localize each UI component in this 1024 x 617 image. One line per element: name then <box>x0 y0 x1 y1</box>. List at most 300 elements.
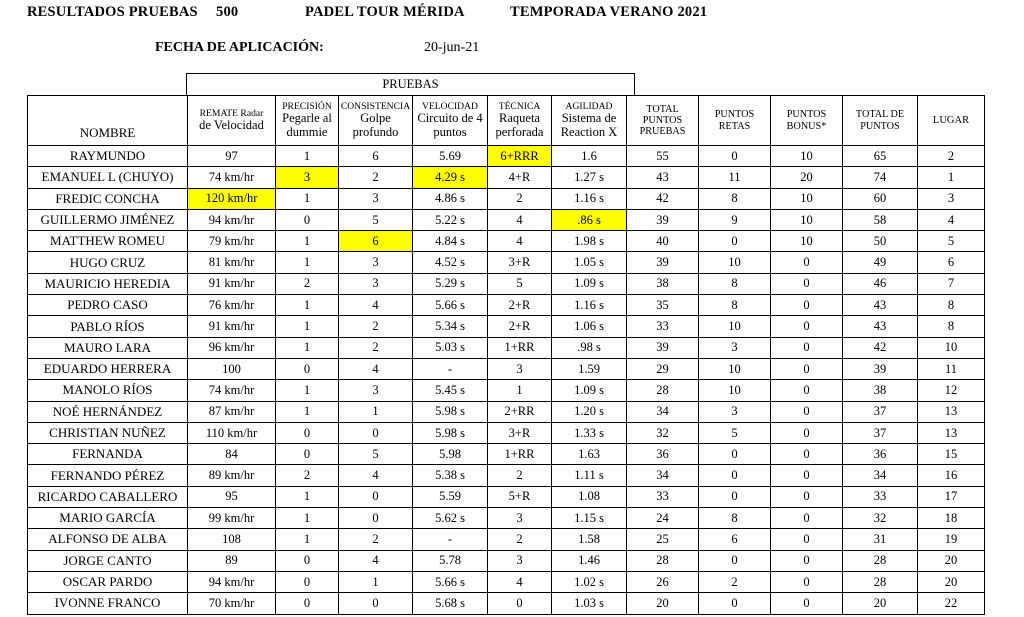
table-cell: 3 <box>918 188 985 209</box>
table-row <box>28 167 985 188</box>
table-cell: 3 <box>339 273 413 294</box>
table-cell: 3 <box>276 167 339 188</box>
col-header-puntos-bonus <box>771 96 843 146</box>
table-cell: 3 <box>488 550 552 571</box>
table-cell: 5.29 s <box>413 273 488 294</box>
table-cell: 4 <box>488 571 552 592</box>
player-name-cell: MARIO GARCÍA <box>28 508 188 529</box>
table-cell: 4 <box>918 209 985 230</box>
table-cell: 0 <box>771 593 843 614</box>
table-cell: 1.27 s <box>552 167 627 188</box>
table-cell: 2+R <box>488 316 552 337</box>
table-cell: 108 <box>188 529 276 550</box>
table-cell: 0 <box>276 209 339 230</box>
table-cell: 0 <box>276 571 339 592</box>
col-header-lugar <box>918 96 985 146</box>
table-cell: 1 <box>276 380 339 401</box>
table-cell: 0 <box>339 508 413 529</box>
table-row <box>28 146 985 167</box>
table-cell: 1.63 <box>552 444 627 465</box>
table-cell: 2 <box>699 571 771 592</box>
table-cell: 1.08 <box>552 486 627 507</box>
table-cell: 0 <box>771 401 843 422</box>
table-cell: 28 <box>843 571 918 592</box>
table-cell: 5 <box>339 209 413 230</box>
table-cell: 1.46 <box>552 550 627 571</box>
table-cell: 0 <box>699 486 771 507</box>
player-name-cell: MATTHEW ROMEU <box>28 231 188 252</box>
table-cell: 84 <box>188 444 276 465</box>
col-header-lugar-label: LUGAR <box>932 114 970 126</box>
table-cell: 12 <box>918 380 985 401</box>
player-name-cell: OSCAR PARDO <box>28 571 188 592</box>
table-row <box>28 401 985 422</box>
table-cell: 0 <box>276 444 339 465</box>
table-cell: 0 <box>771 486 843 507</box>
table-cell: 5.78 <box>413 550 488 571</box>
table-cell: 10 <box>771 188 843 209</box>
table-cell: 39 <box>627 209 699 230</box>
table-cell: 33 <box>627 316 699 337</box>
player-name-cell: ALFONSO DE ALBA <box>28 529 188 550</box>
player-name-cell: PEDRO CASO <box>28 295 188 316</box>
table-row <box>28 444 985 465</box>
table-cell: 7 <box>918 273 985 294</box>
table-cell: 43 <box>627 167 699 188</box>
table-row <box>28 571 985 592</box>
table-cell: 70 km/hr <box>188 593 276 614</box>
table-cell: 13 <box>918 401 985 422</box>
table-cell: 43 <box>843 295 918 316</box>
table-cell: 0 <box>276 358 339 379</box>
table-cell: 81 km/hr <box>188 252 276 273</box>
table-cell: 0 <box>771 380 843 401</box>
table-cell: 4.52 s <box>413 252 488 273</box>
table-cell: 5.45 s <box>413 380 488 401</box>
col-header-puntos-bonus-label: PUNTOS BONUS* <box>786 109 827 132</box>
table-cell: 32 <box>627 422 699 443</box>
table-cell: 1 <box>276 316 339 337</box>
table-cell: 79 km/hr <box>188 231 276 252</box>
table-cell: 32 <box>843 508 918 529</box>
table-cell: 0 <box>488 593 552 614</box>
table-cell: 89 <box>188 550 276 571</box>
table-cell: 1.16 s <box>552 295 627 316</box>
col-header-total-pruebas <box>627 96 699 146</box>
table-cell: 28 <box>627 380 699 401</box>
table-cell: 1 <box>276 188 339 209</box>
table-cell: 1 <box>276 295 339 316</box>
player-name-cell: RAYMUNDO <box>28 146 188 167</box>
table-cell: 36 <box>627 444 699 465</box>
table-row <box>28 422 985 443</box>
player-name-cell: MAURO LARA <box>28 337 188 358</box>
table-cell: 91 km/hr <box>188 273 276 294</box>
player-name-cell: MANOLO RÍOS <box>28 380 188 401</box>
table-cell: 1 <box>339 571 413 592</box>
col-header-tecnica <box>488 96 552 146</box>
table-cell: 10 <box>699 358 771 379</box>
player-name-cell: CHRISTIAN NUÑEZ <box>28 422 188 443</box>
table-cell: 1.05 s <box>552 252 627 273</box>
table-cell: 20 <box>918 550 985 571</box>
table-cell: 1.98 s <box>552 231 627 252</box>
table-cell: 4 <box>488 209 552 230</box>
table-cell: 25 <box>627 529 699 550</box>
table-cell: 0 <box>699 231 771 252</box>
table-cell: 0 <box>771 529 843 550</box>
table-cell: 20 <box>627 593 699 614</box>
table-cell: - <box>413 358 488 379</box>
table-cell: 5.66 s <box>413 295 488 316</box>
table-cell: 49 <box>843 252 918 273</box>
table-cell: 10 <box>699 316 771 337</box>
table-cell: 5.66 s <box>413 571 488 592</box>
player-name-cell: HUGO CRUZ <box>28 252 188 273</box>
table-row <box>28 231 985 252</box>
table-cell: 89 km/hr <box>188 465 276 486</box>
table-cell: 0 <box>771 422 843 443</box>
table-cell: 4 <box>488 231 552 252</box>
table-cell: 5.69 <box>413 146 488 167</box>
col-header-velocidad-label: VELOCIDAD <box>422 100 478 112</box>
table-cell: 2 <box>488 465 552 486</box>
table-cell: 87 km/hr <box>188 401 276 422</box>
table-cell: 43 <box>843 316 918 337</box>
col-header-agilidad-label: AGILIDAD <box>565 100 613 112</box>
table-cell: 1 <box>276 146 339 167</box>
table-cell: 3+R <box>488 422 552 443</box>
table-cell: 40 <box>627 231 699 252</box>
table-cell: 6 <box>339 146 413 167</box>
table-cell: 99 km/hr <box>188 508 276 529</box>
table-cell: 39 <box>843 358 918 379</box>
player-name-cell: IVONNE FRANCO <box>28 593 188 614</box>
table-cell: 5 <box>488 273 552 294</box>
table-cell: 2 <box>339 529 413 550</box>
table-cell: 4 <box>339 550 413 571</box>
table-cell: 1.58 <box>552 529 627 550</box>
table-cell: 22 <box>918 593 985 614</box>
table-cell: 0 <box>699 593 771 614</box>
table-cell: 19 <box>918 529 985 550</box>
table-cell: 100 <box>188 358 276 379</box>
col-header-consistencia <box>339 96 413 146</box>
table-cell: 42 <box>843 337 918 358</box>
table-cell: 0 <box>339 422 413 443</box>
table-cell: 1+RR <box>488 444 552 465</box>
table-row <box>28 465 985 486</box>
table-cell: 3 <box>339 188 413 209</box>
table-cell: 2 <box>276 465 339 486</box>
table-cell: 1 <box>488 380 552 401</box>
table-cell: 8 <box>699 273 771 294</box>
player-name-cell: MAURICIO HEREDIA <box>28 273 188 294</box>
table-row <box>28 188 985 209</box>
table-cell: 2 <box>488 529 552 550</box>
col-header-tecnica-sub: Raqueta perforada <box>495 111 544 139</box>
table-cell: 0 <box>771 550 843 571</box>
table-header-row <box>28 96 985 146</box>
table-cell: 16 <box>918 465 985 486</box>
table-cell: 3 <box>699 337 771 358</box>
table-cell: 0 <box>771 508 843 529</box>
table-cell: 0 <box>276 550 339 571</box>
table-cell: 4.84 s <box>413 231 488 252</box>
table-cell: 18 <box>918 508 985 529</box>
table-cell: 5 <box>339 444 413 465</box>
table-cell: 9 <box>699 209 771 230</box>
table-cell: 6+RRR <box>488 146 552 167</box>
date-label: FECHA DE APLICACIÓN: <box>155 40 324 55</box>
table-row <box>28 529 985 550</box>
table-cell: 60 <box>843 188 918 209</box>
col-header-puntos-retas <box>699 96 771 146</box>
col-header-agilidad-sub: Sistema de Reaction X <box>560 111 618 139</box>
table-cell: 5 <box>918 231 985 252</box>
col-header-velocidad <box>413 96 488 146</box>
table-cell: 95 <box>188 486 276 507</box>
table-cell: 5.98 <box>413 444 488 465</box>
table-cell: 65 <box>843 146 918 167</box>
document-subheader <box>0 40 1024 62</box>
table-cell: 3+R <box>488 252 552 273</box>
table-cell: 10 <box>918 337 985 358</box>
header-season: TEMPORADA VERANO 2021 <box>510 4 708 20</box>
player-name-cell: NOÉ HERNÁNDEZ <box>28 401 188 422</box>
table-cell: 120 km/hr <box>188 188 276 209</box>
table-cell: 55 <box>627 146 699 167</box>
table-row <box>28 316 985 337</box>
table-row <box>28 209 985 230</box>
table-cell: 31 <box>843 529 918 550</box>
table-cell: 1.02 s <box>552 571 627 592</box>
table-row <box>28 550 985 571</box>
table-cell: 5.03 s <box>413 337 488 358</box>
table-cell: 1+RR <box>488 337 552 358</box>
table-cell: 10 <box>699 252 771 273</box>
table-cell: 2 <box>339 337 413 358</box>
player-name-cell: GUILLERMO JIMÉNEZ <box>28 209 188 230</box>
table-cell: 58 <box>843 209 918 230</box>
table-cell: 6 <box>339 231 413 252</box>
table-cell: 8 <box>699 188 771 209</box>
player-name-cell: EDUARDO HERRERA <box>28 358 188 379</box>
table-cell: 1 <box>276 508 339 529</box>
table-cell: 15 <box>918 444 985 465</box>
table-cell: 5.62 s <box>413 508 488 529</box>
col-header-remate-label: REMATE Radar <box>199 107 264 119</box>
table-cell: 0 <box>276 422 339 443</box>
table-cell: 36 <box>843 444 918 465</box>
table-cell: 33 <box>627 486 699 507</box>
table-cell: 3 <box>339 252 413 273</box>
table-cell: 10 <box>699 380 771 401</box>
col-header-precision-label: PRECISIÓN <box>282 100 332 112</box>
table-cell: 5.38 s <box>413 465 488 486</box>
table-head <box>28 96 985 146</box>
table-cell: 0 <box>771 295 843 316</box>
table-cell: 39 <box>627 337 699 358</box>
table-cell: 4 <box>339 295 413 316</box>
table-cell: 97 <box>188 146 276 167</box>
table-cell: 0 <box>699 146 771 167</box>
table-cell: 0 <box>699 550 771 571</box>
table-cell: .86 s <box>552 209 627 230</box>
results-table <box>27 95 985 615</box>
table-cell: 1.09 s <box>552 273 627 294</box>
col-header-total-pruebas-label: TOTAL PUNTOS PRUEBAS <box>639 103 686 137</box>
table-cell: 1 <box>918 167 985 188</box>
table-cell: 34 <box>627 401 699 422</box>
table-cell: 24 <box>627 508 699 529</box>
table-cell: 10 <box>771 146 843 167</box>
table-cell: 1 <box>276 401 339 422</box>
table-cell: 0 <box>771 316 843 337</box>
table-cell: 0 <box>771 358 843 379</box>
player-name-cell: FERNANDA <box>28 444 188 465</box>
table-cell: 1 <box>339 401 413 422</box>
table-cell: 1 <box>276 231 339 252</box>
col-header-precision-sub: Pegarle al dummie <box>282 111 332 139</box>
table-cell: 6 <box>699 529 771 550</box>
table-cell: 1.20 s <box>552 401 627 422</box>
col-header-precision <box>276 96 339 146</box>
table-cell: 26 <box>627 571 699 592</box>
table-cell: 3 <box>488 508 552 529</box>
table-cell: 35 <box>627 295 699 316</box>
document-header <box>0 4 1024 30</box>
table-cell: 5 <box>699 422 771 443</box>
table-cell: 0 <box>771 444 843 465</box>
table-cell: 2 <box>918 146 985 167</box>
col-header-consistencia-sub: Golpe profundo <box>352 111 399 139</box>
col-header-nombre <box>28 96 188 146</box>
table-cell: 1.6 <box>552 146 627 167</box>
col-header-agilidad <box>552 96 627 146</box>
col-header-total-puntos-label: TOTAL DE PUNTOS <box>855 109 905 132</box>
table-cell: 2 <box>339 167 413 188</box>
col-header-nombre-label: NOMBRE <box>79 124 136 140</box>
table-cell: 3 <box>488 358 552 379</box>
col-header-remate-sub: de Velocidad <box>199 117 264 132</box>
table-cell: .98 s <box>552 337 627 358</box>
table-cell: 3 <box>699 401 771 422</box>
table-cell: 5.34 s <box>413 316 488 337</box>
table-cell: 1.33 s <box>552 422 627 443</box>
table-cell: 110 km/hr <box>188 422 276 443</box>
table-row <box>28 508 985 529</box>
table-cell: 5.68 s <box>413 593 488 614</box>
table-cell: 4.29 s <box>413 167 488 188</box>
table-cell: 37 <box>843 401 918 422</box>
table-cell: 0 <box>699 444 771 465</box>
table-cell: 37 <box>843 422 918 443</box>
table-cell: 34 <box>843 465 918 486</box>
table-cell: 11 <box>699 167 771 188</box>
table-cell: 1 <box>276 486 339 507</box>
table-cell: 20 <box>843 593 918 614</box>
table-cell: 0 <box>339 486 413 507</box>
table-cell: 1.11 s <box>552 465 627 486</box>
table-cell: 38 <box>843 380 918 401</box>
table-cell: 20 <box>918 571 985 592</box>
table-cell: 8 <box>918 295 985 316</box>
table-cell: 1 <box>276 337 339 358</box>
table-row <box>28 486 985 507</box>
player-name-cell: RICARDO CABALLERO <box>28 486 188 507</box>
table-cell: 0 <box>276 593 339 614</box>
table-cell: 1.06 s <box>552 316 627 337</box>
table-cell: 2 <box>339 316 413 337</box>
table-cell: 38 <box>627 273 699 294</box>
table-cell: 0 <box>771 273 843 294</box>
table-cell: 8 <box>918 316 985 337</box>
table-cell: 28 <box>627 550 699 571</box>
table-cell: 74 km/hr <box>188 380 276 401</box>
table-cell: 2 <box>276 273 339 294</box>
table-cell: 96 km/hr <box>188 337 276 358</box>
table-cell: 0 <box>771 252 843 273</box>
table-cell: 6 <box>918 252 985 273</box>
table-cell: 28 <box>843 550 918 571</box>
table-cell: 34 <box>627 465 699 486</box>
col-header-remate <box>188 96 276 146</box>
header-title: RESULTADOS PRUEBAS <box>27 4 198 20</box>
table-cell: 1 <box>276 252 339 273</box>
table-row <box>28 380 985 401</box>
table-cell: 2+R <box>488 295 552 316</box>
table-cell: 10 <box>771 209 843 230</box>
table-cell: 1.09 s <box>552 380 627 401</box>
table-cell: 94 km/hr <box>188 571 276 592</box>
table-cell: 50 <box>843 231 918 252</box>
table-row <box>28 295 985 316</box>
table-cell: 33 <box>843 486 918 507</box>
player-name-cell: PABLO RÍOS <box>28 316 188 337</box>
player-name-cell: EMANUEL L (CHUYO) <box>28 167 188 188</box>
table-row <box>28 593 985 614</box>
table-row <box>28 337 985 358</box>
table-cell: 5.98 s <box>413 401 488 422</box>
table-cell: 2+RR <box>488 401 552 422</box>
pruebas-group-label: PRUEBAS <box>382 77 439 91</box>
table-cell: - <box>413 529 488 550</box>
table-cell: 3 <box>339 380 413 401</box>
table-row <box>28 252 985 273</box>
table-cell: 1.16 s <box>552 188 627 209</box>
table-cell: 8 <box>699 295 771 316</box>
player-name-cell: FERNANDO PÉREZ <box>28 465 188 486</box>
table-cell: 5.98 s <box>413 422 488 443</box>
table-cell: 4 <box>339 358 413 379</box>
table-cell: 11 <box>918 358 985 379</box>
player-name-cell: JORGE CANTO <box>28 550 188 571</box>
table-cell: 91 km/hr <box>188 316 276 337</box>
table-cell: 94 km/hr <box>188 209 276 230</box>
table-row <box>28 273 985 294</box>
table-row <box>28 358 985 379</box>
header-points: 500 <box>216 4 239 20</box>
pruebas-group-header <box>186 73 635 95</box>
col-header-puntos-retas-label: PUNTOS RETAS <box>714 109 755 132</box>
table-cell: 0 <box>771 571 843 592</box>
table-cell: 42 <box>627 188 699 209</box>
table-cell: 46 <box>843 273 918 294</box>
player-name-cell: FREDIC CONCHA <box>28 188 188 209</box>
table-cell: 20 <box>771 167 843 188</box>
table-cell: 39 <box>627 252 699 273</box>
